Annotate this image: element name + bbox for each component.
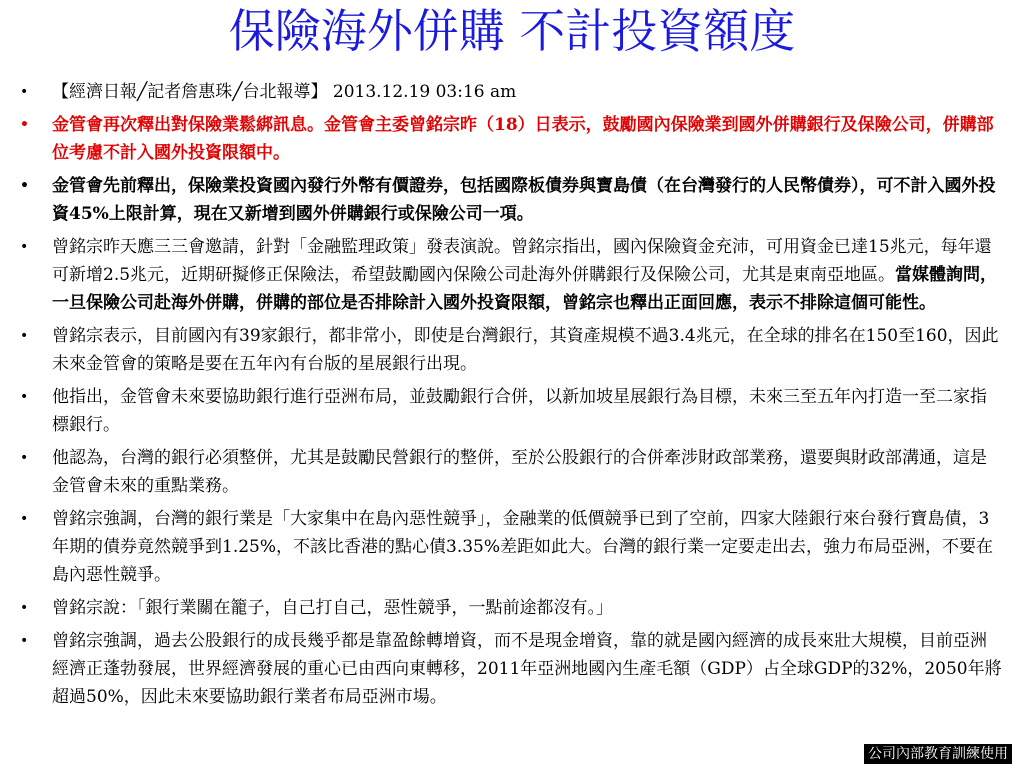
bullet-text: 曾銘宗強調，過去公股銀行的成長幾乎都是靠盈餘轉增資，而不是現金增資，靠的就是國內經濟的成長來壯大規模，目前亞洲經濟正蓬勃發展，世界經濟發展的重心已由西向東轉移，2011年亞洲地國內生產毛額（GDP）占全球GDP的32%，2050年將超過50%，因此未來要協助銀行業者布局亞洲市場。 <box>52 631 1002 707</box>
bullet-text: 金管會再次釋出對保險業鬆綁訊息。金管會主委曾銘宗昨（18）日表示，鼓勵國內保險業到國外併購銀行及保險公司，併購部位考慮不計入國外投資限額中。 <box>52 115 994 163</box>
bullet-item <box>0 444 1024 500</box>
bullet-text: 金管會先前釋出，保險業投資國內發行外幣有價證券，包括國際板債券與寶島債（在台灣發行的人民幣債券），可不計入國外投資45%上限計算，現在又新增到國外併購銀行或保險公司一項。 <box>52 176 996 224</box>
footer-label: 公司內部教育訓練使用 <box>864 744 1012 764</box>
bullet-marker: • <box>20 633 29 649</box>
bullet-marker: • <box>20 450 29 466</box>
bullet-marker: • <box>20 84 29 100</box>
bullet-text: 曾銘宗說：「銀行業關在籠子，自己打自己，惡性競爭，一點前途都沒有。」 <box>52 598 613 618</box>
bullet-bold-text: 當媒體詢問，一旦保險公司赴海外併購，併購的部位是否排除計入國外投資限額，曾銘宗也釋出正面回應，表示不排除這個可能性。 <box>52 265 998 313</box>
page-title: 保險海外併購 不計投資額度 <box>228 4 796 58</box>
bullet-text: 【經濟日報╱記者詹惠珠╱台北報導】 2013.12.19 03:16 am <box>52 82 517 102</box>
bullet-marker: • <box>20 178 29 194</box>
bullet-marker: • <box>20 389 29 405</box>
bullet-text: 他認為，台灣的銀行必須整併，尤其是鼓勵民營銀行的整併，至於公股銀行的合併牽涉財政部業務，還要與財政部溝通，這是金管會未來的重點業務。 <box>52 448 987 496</box>
bullet-text: 他指出，金管會未來要協助銀行進行亞洲布局，並鼓勵銀行合併，以新加坡星展銀行為目標，未來三至五年內打造一至二家指標銀行。 <box>52 387 987 435</box>
bullet-item-source <box>0 78 1024 106</box>
bullet-marker: • <box>20 328 29 344</box>
bullet-list <box>0 78 1024 716</box>
bullet-marker: • <box>20 600 29 616</box>
bullet-marker: • <box>20 117 29 133</box>
bullet-marker: • <box>20 239 29 255</box>
bullet-text: 曾銘宗表示，目前國內有39家銀行，都非常小，即使是台灣銀行，其資產規模不過3.4兆元，在全球的排名在150至160，因此未來金管會的策略是要在五年內有台版的星展銀行出現。 <box>52 326 999 374</box>
bullet-item-highlight <box>0 111 1024 167</box>
bullet-item <box>0 383 1024 439</box>
bullet-marker: • <box>20 511 29 527</box>
bullet-item <box>0 322 1024 378</box>
bullet-item <box>0 233 1024 317</box>
bullet-text: 曾銘宗昨天應三三會邀請，針對「金融監理政策」發表演說。曾銘宗指出，國內保險資金充沛，可用資金已達15兆元，每年還可新增2.5兆元，近期研擬修正保險法，希望鼓勵國內保險公司赴海外併購銀行及保險公司，尤其是東南亞地區。 <box>52 237 992 285</box>
bullet-item <box>0 505 1024 589</box>
bullet-text: 曾銘宗強調，台灣的銀行業是「大家集中在島內惡性競爭」，金融業的低價競爭已到了空前，四家大陸銀行來台發行寶島債，3年期的債券竟然競爭到1.25%，不該比香港的點心債3.35%差距如此大。台灣的銀行業一定要走出去，強力布局亞洲，不要在島內惡性競爭。 <box>52 509 994 585</box>
bullet-item <box>0 627 1024 711</box>
bullet-item-bold <box>0 172 1024 228</box>
bullet-item <box>0 594 1024 622</box>
